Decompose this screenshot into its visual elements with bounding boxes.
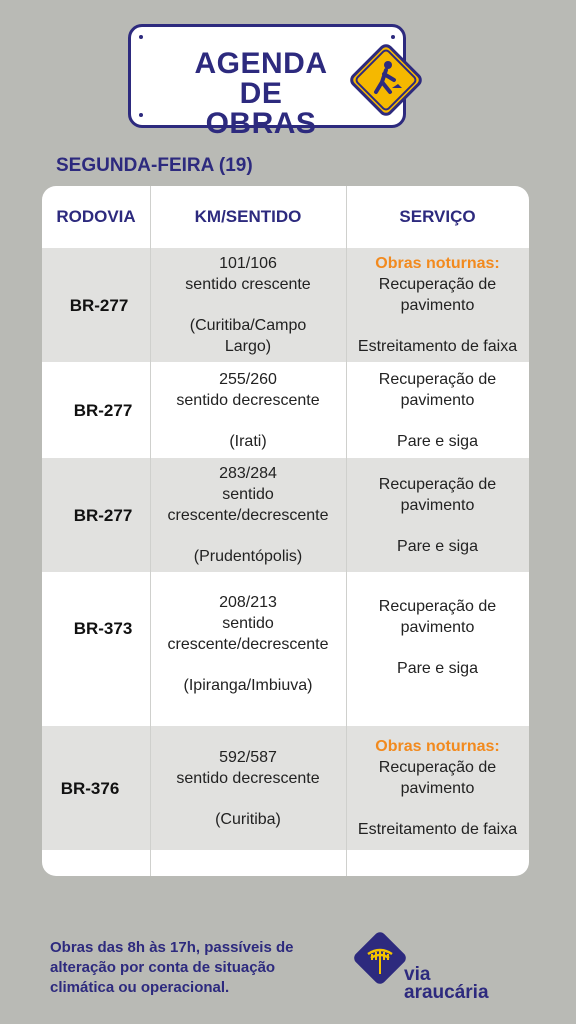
schedule-table (42, 186, 529, 876)
service-cell: Recuperação de pavimento Pare e siga (378, 475, 497, 555)
km-cell: 592/587 sentido decrescente (Curitiba) (176, 748, 320, 828)
column-header-rodovia: RODOVIA (56, 207, 136, 226)
km-cell: 208/213 sentido crescente/decrescente (Ipiranga/Imbiuva) (167, 594, 329, 694)
km-cell: 255/260 sentido decrescente (Irati) (176, 370, 320, 450)
warning-sign-worker-icon (346, 40, 426, 120)
night-works-label: Obras noturnas: (375, 738, 500, 755)
brand-logo-text: via araucária (404, 964, 489, 1003)
table-row (42, 572, 529, 726)
page-title (181, 49, 341, 139)
column-divider (346, 186, 347, 876)
column-header-km: KM/SENTIDO (194, 207, 302, 226)
road-cell: BR-277 (73, 505, 133, 525)
day-label: SEGUNDA-FEIRA (19) (56, 155, 253, 176)
km-cell: 283/284 sentido crescente/decrescente (Prudentópolis) (167, 465, 329, 565)
footer-note: Obras das 8h às 17h, passíveis de alteração por conta de situação climática ou operacional. (50, 939, 294, 996)
corner-dot (139, 113, 143, 117)
road-cell: BR-376 (60, 778, 120, 798)
service-cell: Recuperação de pavimento Pare e siga (378, 598, 497, 677)
title-line-2: DE OBRAS (205, 77, 317, 140)
night-works-label: Obras noturnas: (375, 255, 500, 272)
title-line-1: AGENDA (194, 47, 328, 80)
column-header-servico: SERVIÇO (399, 207, 476, 226)
corner-dot (139, 35, 143, 39)
km-cell: 101/106 sentido crescente (Curitiba/Campo Largo) (185, 255, 311, 355)
service-cell: Obras noturnas: Recuperação de pavimento Estreitamento de faixa (357, 255, 518, 355)
corner-dot (391, 35, 395, 39)
table-row (42, 726, 529, 850)
service-cell: Obras noturnas: Recuperação de pavimento Estreitamento de faixa (357, 738, 518, 838)
road-cell: BR-277 (69, 295, 129, 315)
road-cell: BR-277 (73, 400, 133, 420)
road-cell: BR-373 (73, 619, 133, 638)
table-row (42, 458, 529, 572)
service-cell: Recuperação de pavimento Pare e siga (378, 370, 497, 450)
table-row (42, 362, 529, 458)
table-row (42, 248, 529, 362)
column-divider (150, 186, 151, 876)
